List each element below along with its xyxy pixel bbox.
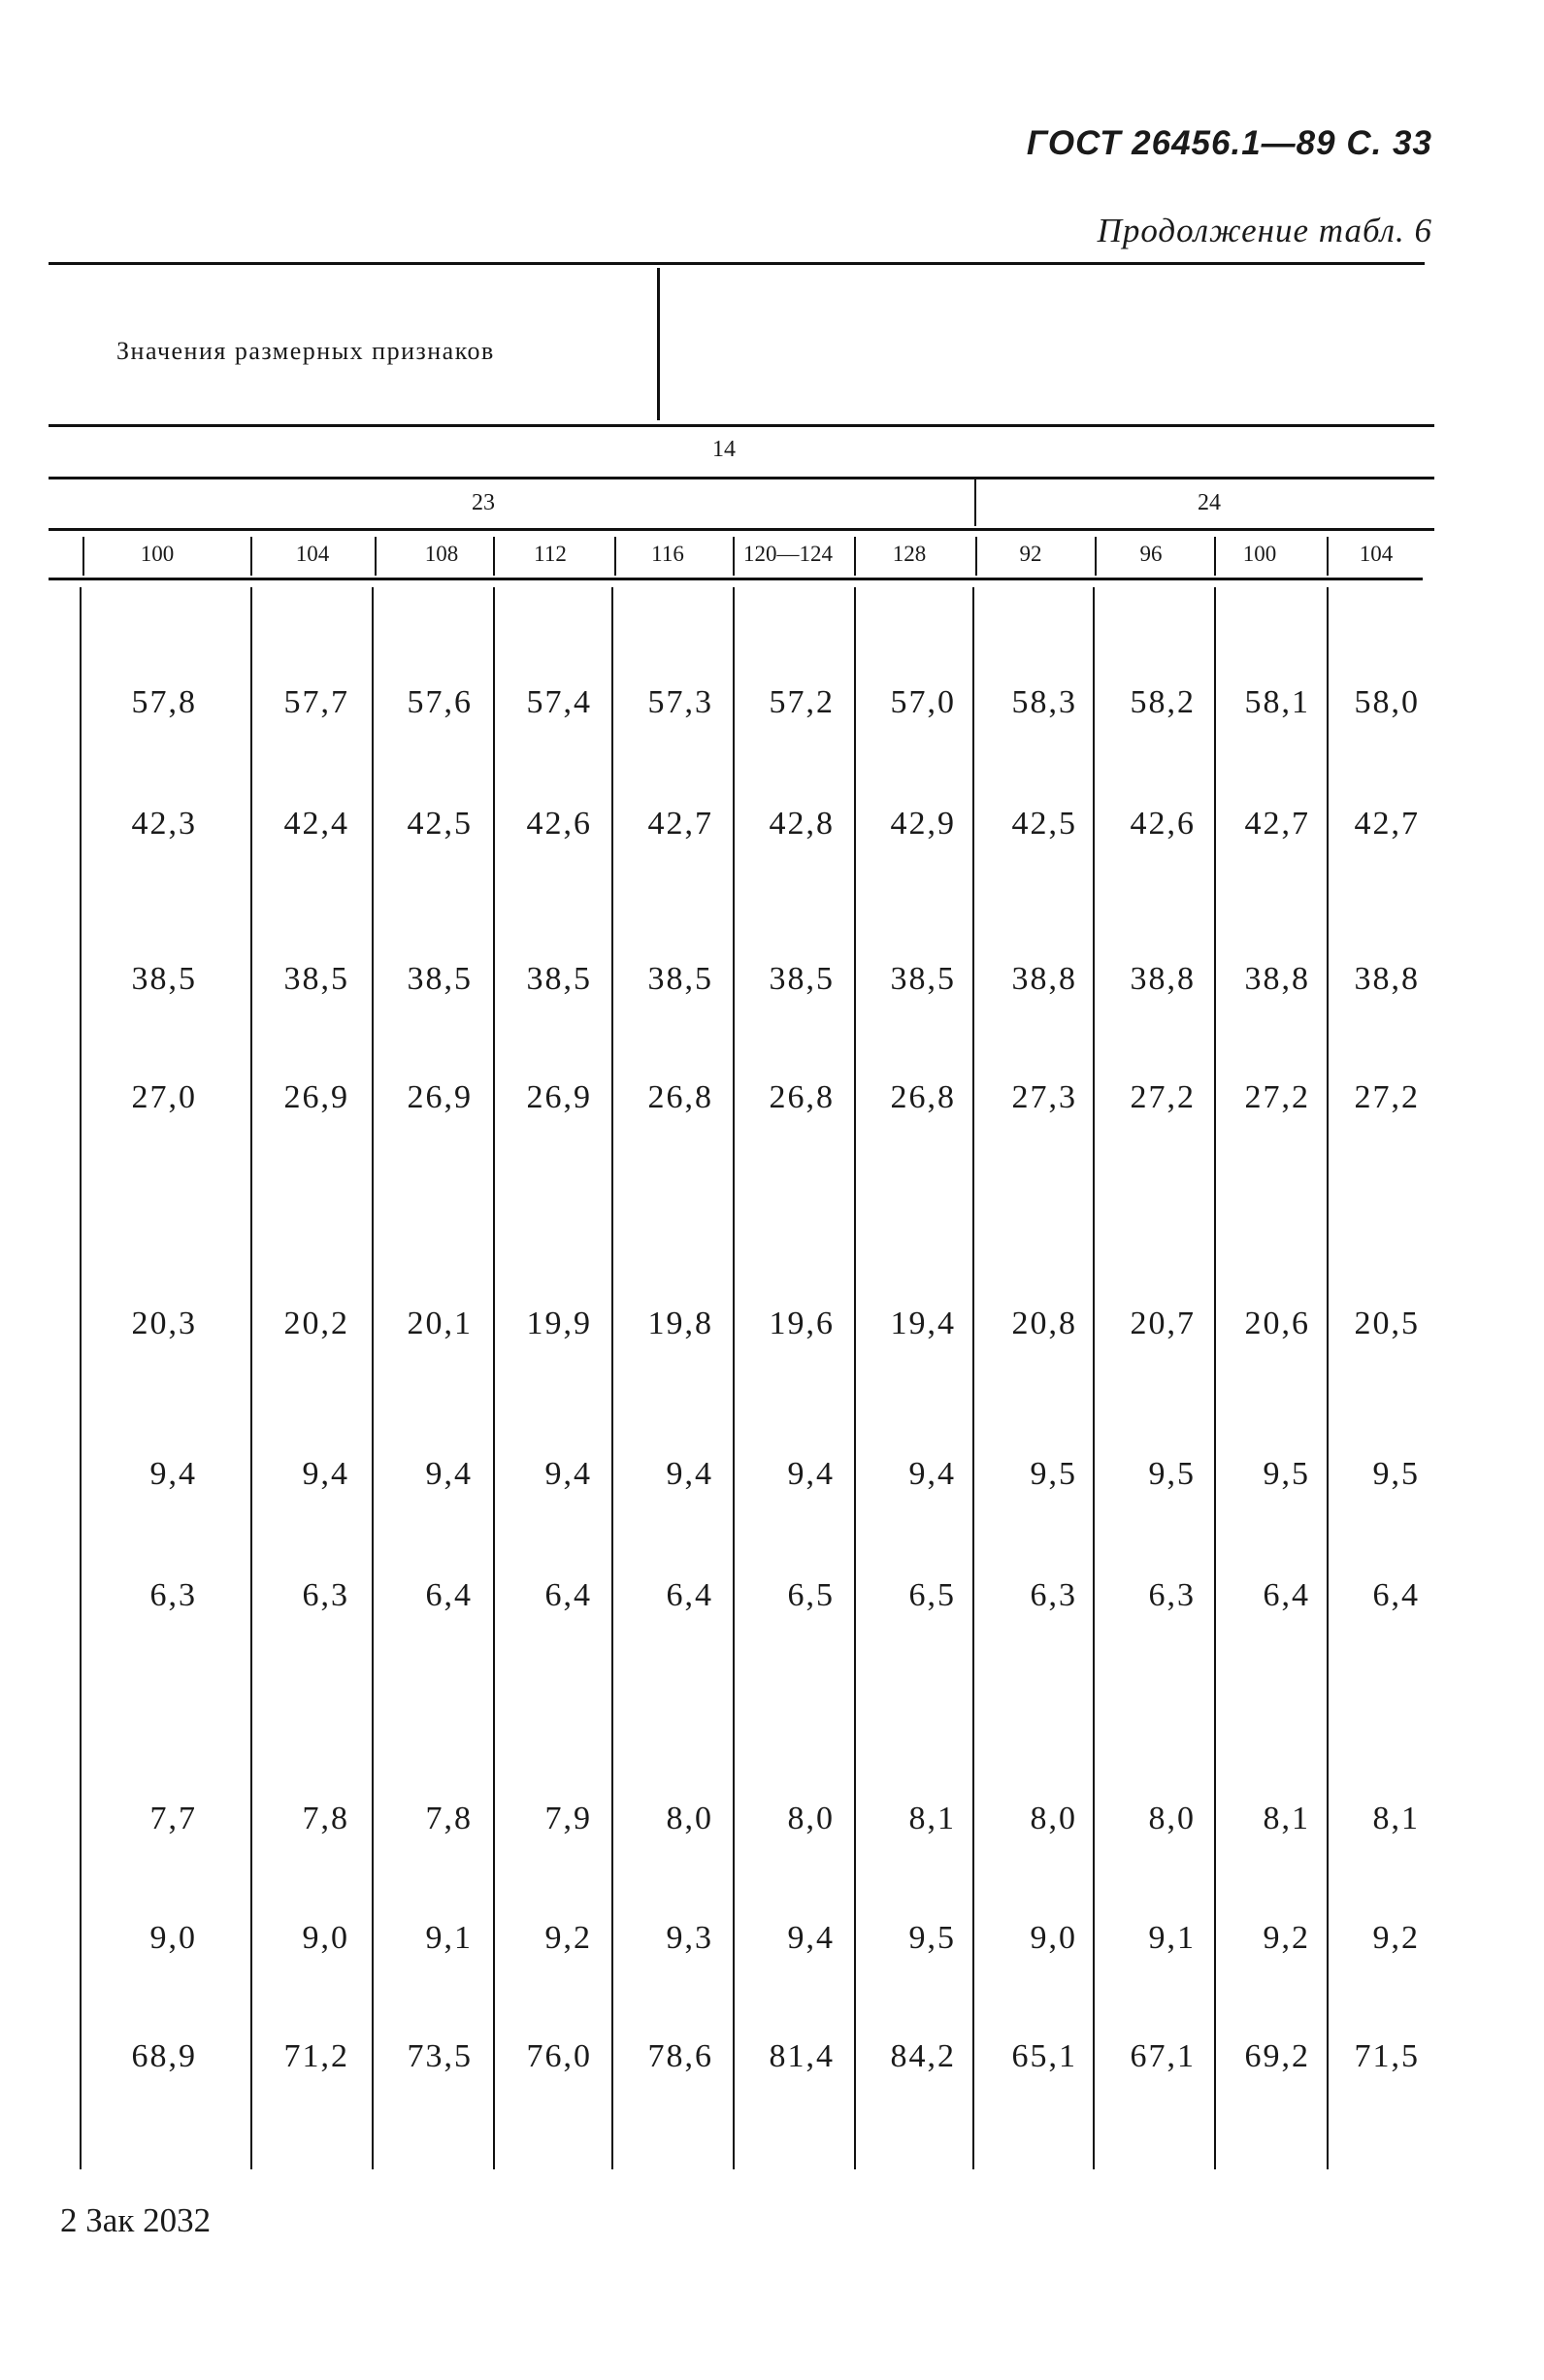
table-cell: 9,4 [787, 1920, 835, 1956]
table-cell: 42,9 [890, 806, 956, 842]
header-divider-vertical [657, 268, 660, 420]
table-cell: 6,5 [908, 1577, 956, 1613]
column-header: 112 [534, 542, 567, 566]
table-cell: 9,2 [1263, 1920, 1310, 1956]
column-header: 108 [424, 542, 459, 566]
table-cell: 8,1 [1372, 1801, 1420, 1836]
footer-note: 2 Зак 2032 [60, 2201, 212, 2239]
column-header-divider [975, 537, 977, 576]
table-cell: 7,8 [425, 1801, 473, 1836]
column-header-divider [854, 537, 856, 576]
table-cell: 9,0 [149, 1920, 197, 1956]
subgroup-label-2: 24 [1198, 490, 1221, 515]
column-header: 120—124 [743, 542, 833, 566]
table-cell: 20,3 [131, 1306, 197, 1341]
table-continuation-caption: Продолжение табл. 6 [1097, 212, 1432, 249]
table-cell: 57,7 [283, 684, 349, 720]
table-cell: 71,2 [283, 2038, 349, 2074]
table-cell: 42,4 [283, 806, 349, 842]
table-cell: 9,0 [1030, 1920, 1077, 1956]
table-cell: 9,4 [666, 1456, 713, 1492]
table-cell: 6,4 [425, 1577, 473, 1613]
column-header-divider [493, 537, 495, 576]
subgroup-rule [49, 528, 1434, 531]
table-cell: 27,3 [1011, 1079, 1077, 1115]
group-label-top: 14 [712, 437, 736, 462]
table-cell: 6,4 [544, 1577, 592, 1613]
table-cell: 38,8 [1130, 961, 1196, 997]
table-cell: 68,9 [131, 2038, 197, 2074]
table-cell: 38,5 [131, 961, 197, 997]
table-cell: 20,6 [1244, 1306, 1310, 1341]
table-cell: 27,0 [131, 1079, 197, 1115]
table-cell: 27,2 [1130, 1079, 1196, 1115]
column-header: 128 [892, 542, 927, 566]
table-cell: 26,8 [890, 1079, 956, 1115]
table-cell: 69,2 [1244, 2038, 1310, 2074]
table-cell: 20,1 [407, 1306, 473, 1341]
table-cell: 20,7 [1130, 1306, 1196, 1341]
table-cell: 6,4 [666, 1577, 713, 1613]
table-cell: 58,0 [1354, 684, 1420, 720]
column-header-divider [375, 537, 377, 576]
table-cell: 26,8 [647, 1079, 713, 1115]
table-cell: 38,5 [526, 961, 592, 997]
table-cell: 57,2 [769, 684, 835, 720]
column-header: 100 [1242, 542, 1277, 566]
table-cell: 81,4 [769, 2038, 835, 2074]
table-cell: 65,1 [1011, 2038, 1077, 2074]
table-cell: 38,5 [407, 961, 473, 997]
table-cell: 27,2 [1244, 1079, 1310, 1115]
column-header-divider [1095, 537, 1097, 576]
table-cell: 26,8 [769, 1079, 835, 1115]
table-cell: 19,6 [769, 1306, 835, 1341]
table-cell: 67,1 [1130, 2038, 1196, 2074]
table-cell: 9,5 [1030, 1456, 1077, 1492]
columns-rule [49, 578, 1423, 580]
table-cell: 6,3 [1148, 1577, 1196, 1613]
table-cell: 6,3 [1030, 1577, 1077, 1613]
row-header-label: Значения размерных признаков [116, 337, 495, 365]
table-cell: 8,1 [1263, 1801, 1310, 1836]
column-header-divider [1327, 537, 1329, 576]
table-cell: 9,4 [544, 1456, 592, 1492]
column-header-divider [1214, 537, 1216, 576]
table-cell: 19,8 [647, 1306, 713, 1341]
table-cell: 20,8 [1011, 1306, 1077, 1341]
table-cell: 42,7 [1244, 806, 1310, 842]
table-cell: 7,9 [544, 1801, 592, 1836]
table-cell: 9,3 [666, 1920, 713, 1956]
table-cell: 9,5 [1263, 1456, 1310, 1492]
table-cell: 42,7 [647, 806, 713, 842]
table-cell: 58,1 [1244, 684, 1310, 720]
column-header: 104 [1359, 542, 1394, 566]
table-cell: 42,6 [526, 806, 592, 842]
table-cell: 8,0 [787, 1801, 835, 1836]
table-cell: 9,4 [149, 1456, 197, 1492]
table-cell: 42,5 [1011, 806, 1077, 842]
table-cell: 7,8 [302, 1801, 349, 1836]
table-cell: 9,5 [1372, 1456, 1420, 1492]
table-cell: 42,6 [1130, 806, 1196, 842]
table-cell: 26,9 [407, 1079, 473, 1115]
table-cell: 7,7 [149, 1801, 197, 1836]
table-cell: 42,3 [131, 806, 197, 842]
table-cell: 57,8 [131, 684, 197, 720]
table-top-rule [49, 262, 1425, 265]
table-cell: 9,1 [425, 1920, 473, 1956]
column-header: 92 [1019, 542, 1042, 566]
table-cell: 42,8 [769, 806, 835, 842]
table-cell: 38,5 [890, 961, 956, 997]
table-cell: 76,0 [526, 2038, 592, 2074]
table-cell: 8,0 [666, 1801, 713, 1836]
table-cell: 6,3 [302, 1577, 349, 1613]
table-cell: 20,2 [283, 1306, 349, 1341]
table-cell: 38,5 [769, 961, 835, 997]
table-cell: 19,4 [890, 1306, 956, 1341]
table-cell: 8,1 [908, 1801, 956, 1836]
table-cell: 26,9 [526, 1079, 592, 1115]
table-cell: 9,1 [1148, 1920, 1196, 1956]
table-cell: 42,7 [1354, 806, 1420, 842]
column-header: 116 [651, 542, 684, 566]
table-cell: 9,5 [1148, 1456, 1196, 1492]
table-cell: 57,6 [407, 684, 473, 720]
table-cell: 38,8 [1354, 961, 1420, 997]
table-cell: 57,3 [647, 684, 713, 720]
table-cell: 58,3 [1011, 684, 1077, 720]
table-cell: 9,4 [787, 1456, 835, 1492]
column-header-divider [733, 537, 735, 576]
column-header: 104 [295, 542, 330, 566]
table-cell: 42,5 [407, 806, 473, 842]
table-cell: 71,5 [1354, 2038, 1420, 2074]
table-cell: 73,5 [407, 2038, 473, 2074]
body-column-divider [80, 587, 82, 2169]
table-cell: 6,5 [787, 1577, 835, 1613]
column-header-divider [82, 537, 84, 576]
table-cell: 6,4 [1372, 1577, 1420, 1613]
table-cell: 38,8 [1244, 961, 1310, 997]
table-cell: 9,0 [302, 1920, 349, 1956]
table-cell: 20,5 [1354, 1306, 1420, 1341]
table-cell: 9,4 [425, 1456, 473, 1492]
page-header: ГОСТ 26456.1—89 С. 33 [1026, 124, 1432, 162]
table-cell: 38,8 [1011, 961, 1077, 997]
table-cell: 6,3 [149, 1577, 197, 1613]
table-cell: 9,4 [302, 1456, 349, 1492]
group-rule [49, 477, 1434, 479]
table-cell: 26,9 [283, 1079, 349, 1115]
table-cell: 84,2 [890, 2038, 956, 2074]
subgroup-label-1: 23 [472, 490, 495, 515]
table-cell: 58,2 [1130, 684, 1196, 720]
table-cell: 8,0 [1148, 1801, 1196, 1836]
column-header: 96 [1139, 542, 1163, 566]
table-cell: 8,0 [1030, 1801, 1077, 1836]
table-cell: 9,2 [1372, 1920, 1420, 1956]
table-cell: 78,6 [647, 2038, 713, 2074]
table-cell: 6,4 [1263, 1577, 1310, 1613]
table-cell: 38,5 [283, 961, 349, 997]
table-cell: 27,2 [1354, 1079, 1420, 1115]
table-cell: 38,5 [647, 961, 713, 997]
subgroup-divider [974, 479, 976, 526]
column-header-divider [614, 537, 616, 576]
table-cell: 57,0 [890, 684, 956, 720]
table-cell: 9,5 [908, 1920, 956, 1956]
table-cell: 9,2 [544, 1920, 592, 1956]
column-header: 100 [140, 542, 175, 566]
table-cell: 57,4 [526, 684, 592, 720]
column-header-divider [250, 537, 252, 576]
table-cell: 19,9 [526, 1306, 592, 1341]
table-cell: 9,4 [908, 1456, 956, 1492]
header-rule [49, 424, 1434, 427]
